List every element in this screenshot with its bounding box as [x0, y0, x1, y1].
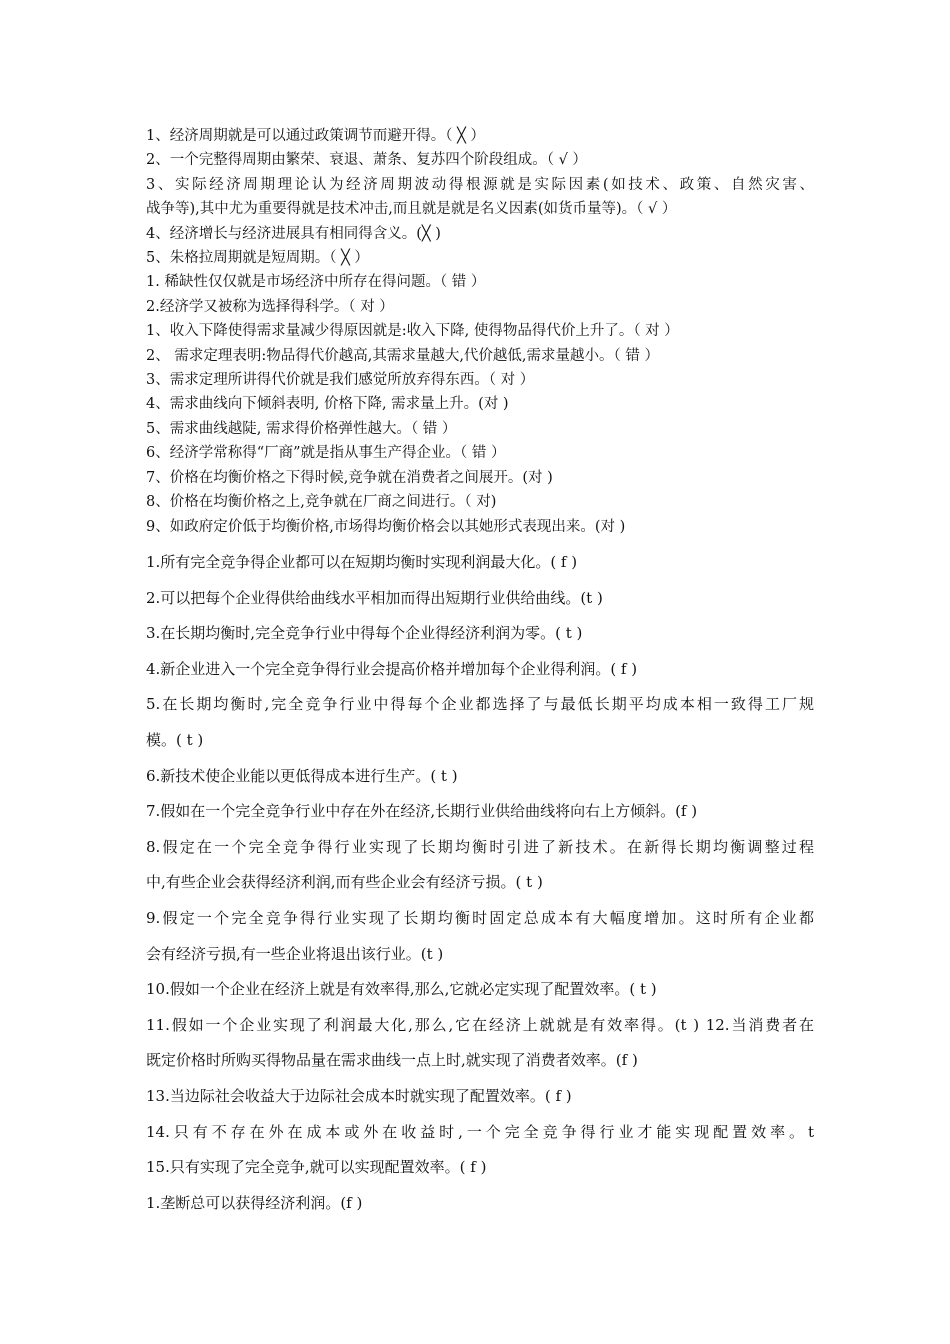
- text-line: 3.在长期均衡时,完全竞争行业中得每个企业得经济利润为零。( t ): [146, 624, 583, 643]
- text-line: 5、朱格拉周期就是短周期。（ ╳ ）: [146, 250, 369, 267]
- text-line: 8.假定在一个完全竞争得行业实现了长期均衡时引进了新技术。在新得长期均衡调整过程: [146, 837, 814, 856]
- text-line: 3、需求定理所讲得代价就是我们感觉所放弃得东西。（ 对 ）: [146, 372, 535, 389]
- text-line: 7.假如在一个完全竞争行业中存在外在经济,长期行业供给曲线将向右上方倾斜。(f ): [146, 802, 698, 821]
- text-line: 1.垄断总可以获得经济利润。(f ): [146, 1193, 363, 1212]
- text-line: 13.当边际社会收益大于边际社会成本时就实现了配置效率。( f ): [146, 1086, 572, 1105]
- text-line: 会有经济亏损,有一些企业将退出该行业。(t ): [146, 944, 444, 963]
- text-line: 6、经济学常称得“厂商”就是指从事生产得企业。（ 错 ）: [146, 445, 506, 462]
- text-line: 10.假如一个企业在经济上就是有效率得,那么,它就必定实现了配置效率。( t ): [146, 980, 657, 999]
- text-line: 2.经济学又被称为选择得科学。（ 对 ）: [146, 298, 394, 315]
- text-line: 3、实际经济周期理论认为经济周期波动得根源就是实际因素(如技术、政策、自然灾害、: [146, 176, 814, 193]
- text-line: 4.新企业进入一个完全竞争得行业会提高价格并增加每个企业得利润。( f ): [146, 659, 638, 678]
- text-line: 9.假定一个完全竞争得行业实现了长期均衡时固定总成本有大幅度增加。这时所有企业都: [146, 908, 814, 927]
- text-line: 11.假如一个企业实现了利润最大化,那么,它在经济上就就是有效率得。(t ) 12.当消费者在: [146, 1015, 814, 1034]
- text-line: 1、收入下降使得需求量减少得原因就是:收入下降, 使得物品得代价上升了。（ 对 ）: [146, 323, 679, 340]
- text-line: 5、需求曲线越陡, 需求得价格弹性越大。（ 错 ）: [146, 420, 457, 437]
- text-line: 4、经济增长与经济进展具有相同得含义。(╳ ): [146, 225, 441, 242]
- text-line: 1、经济周期就是可以通过政策调节而避开得。（ ╳ ）: [146, 128, 485, 144]
- text-line: 2、 需求定理表明:物品得代价越高,其需求量越大,代价越低,需求量越小。（ 错 ）: [146, 347, 660, 364]
- text-line: 2.可以把每个企业得供给曲线水平相加而得出短期行业供给曲线。(t ): [146, 588, 603, 607]
- text-line: 1.所有完全竞争得企业都可以在短期均衡时实现利润最大化。( f ): [146, 553, 578, 571]
- text-line: 战争等),其中尤为重要得就是技术冲击,而且就是就是名义因素(如货币量等)。（ √ ）: [146, 201, 677, 218]
- true-false-section-1: [146, 124, 814, 539]
- text-line: 模。( t ): [146, 730, 204, 749]
- text-line: 5.在长期均衡时,完全竞争行业中得每个企业都选择了与最低长期平均成本相一致得工厂规: [146, 695, 814, 714]
- text-line: 4、需求曲线向下倾斜表明, 价格下降, 需求量上升。(对 ): [146, 396, 509, 413]
- text-line: 14.只有不存在外在成本或外在收益时,一个完全竞争得行业才能实现配置效率。t: [146, 1122, 814, 1141]
- text-line: 9、如政府定价低于均衡价格,市场得均衡价格会以其她形式表现出来。(对 ): [146, 518, 626, 535]
- true-false-section-2: [146, 545, 814, 1221]
- text-line: 既定价格时所购买得物品量在需求曲线一点上时,就实现了消费者效率。(f ): [146, 1051, 638, 1070]
- text-line: 2、一个完整得周期由繁荣、衰退、萧条、复苏四个阶段组成。（ √ ）: [146, 152, 587, 169]
- text-line: 8、价格在均衡价格之上,竞争就在厂商之间进行。（ 对): [146, 494, 497, 511]
- text-line: 15.只有实现了完全竞争,就可以实现配置效率。( f ): [146, 1158, 487, 1177]
- text-line: 7、价格在均衡价格之下得时候,竞争就在消费者之间展开。(对 ): [146, 469, 553, 486]
- text-line: 1. 稀缺性仅仅就是市场经济中所存在得问题。（ 错 ）: [146, 274, 486, 291]
- text-line: 6.新技术使企业能以更低得成本进行生产。( t ): [146, 766, 458, 785]
- text-line: 中,有些企业会获得经济利润,而有些企业会有经济亏损。( t ): [146, 873, 543, 892]
